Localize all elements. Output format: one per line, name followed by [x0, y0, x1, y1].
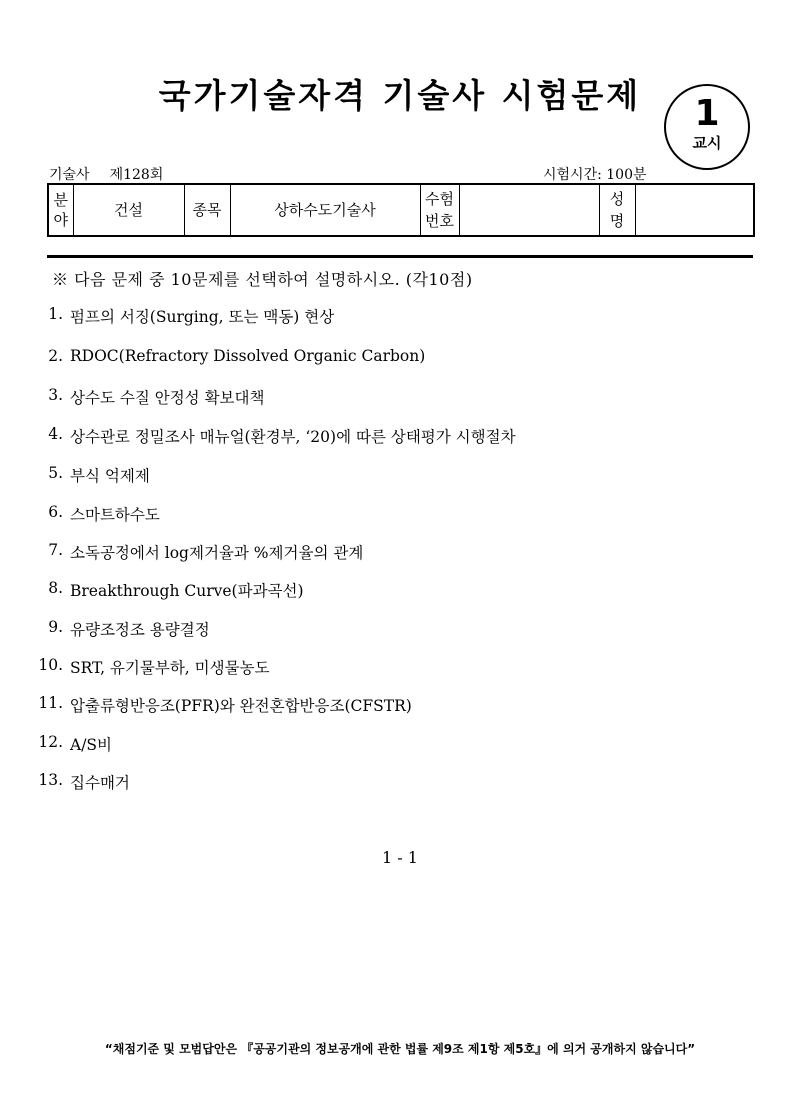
name-field[interactable]: [635, 184, 754, 236]
question-number: 2.: [48, 347, 63, 365]
question-text: 상수관로 정밀조사 매뉴얼(환경부, ‘20)에 따른 상태평가 시행절차: [70, 428, 516, 446]
question-number: 3.: [48, 386, 63, 404]
exam-info: [49, 164, 163, 184]
question-text: A/S비: [70, 736, 113, 754]
page-title: 국가기술자격 기술사 시험문제: [158, 76, 642, 115]
question-text: 펌프의 서징(Surging, 또는 맥동) 현상: [70, 308, 335, 326]
question-item: [0, 305, 334, 327]
question-text: 소독공정에서 log제거율과 %제거율의 관계: [70, 544, 364, 562]
question-text: 유량조정조 용량결정: [70, 621, 210, 639]
question-item: [0, 347, 425, 369]
question-number: 11.: [38, 694, 63, 712]
exam-time: 시험시간: 100분: [543, 167, 647, 183]
question-text: 스마트하수도: [70, 506, 160, 524]
question-item: [0, 425, 516, 447]
question-number: 7.: [48, 541, 63, 559]
question-item: [0, 694, 412, 716]
session-number: 1: [694, 93, 720, 134]
question-number: 6.: [48, 503, 63, 521]
question-item: [0, 503, 160, 525]
question-text: 압출류형반응조(PFR)와 완전혼합반응조(CFSTR): [70, 697, 412, 715]
question-text: 부식 억제제: [70, 467, 150, 485]
category-value: 상하수도기술사: [230, 184, 420, 236]
question-item: [0, 464, 150, 486]
exam-meta-row: [47, 164, 753, 184]
question-number: 4.: [48, 425, 63, 443]
divider: [47, 255, 753, 258]
question-item: [0, 656, 270, 678]
field-label: 분 야: [48, 184, 73, 236]
exam-number-field[interactable]: [459, 184, 599, 236]
question-text: Breakthrough Curve(파과곡선): [70, 582, 304, 600]
question-item: [0, 579, 304, 601]
question-item: [0, 618, 210, 640]
question-number: 9.: [48, 618, 63, 636]
question-number: 1.: [48, 305, 63, 323]
page-number: 1 - 1: [382, 848, 418, 867]
question-number: 13.: [38, 771, 63, 789]
question-text: 집수매거: [70, 774, 130, 792]
question-item: [0, 386, 264, 408]
question-item: [0, 541, 363, 563]
question-number: 5.: [48, 464, 63, 482]
question-text: SRT, 유기물부하, 미생물농도: [70, 659, 270, 677]
question-number: 10.: [38, 656, 63, 674]
question-item: [0, 771, 130, 793]
name-label: 성 명: [599, 184, 635, 236]
question-number: 12.: [38, 733, 63, 751]
field-value: 건설: [73, 184, 184, 236]
category-label: 종목: [184, 184, 230, 236]
footer-note: “채점기준 및 모범답안은 『공공기관의 정보공개에 관한 법률 제9조 제1항 제5호』에 의거 공개하지 않습니다”: [104, 1042, 696, 1056]
question-text: 상수도 수질 안정성 확보대책: [70, 389, 265, 407]
exam-type: 기술사: [49, 167, 90, 183]
exam-round: 제128회: [109, 167, 164, 183]
instructions: ※ 다음 문제 중 10문제를 선택하여 설명하시오. (각10점): [52, 270, 473, 289]
session-badge: [664, 84, 750, 170]
question-number: 8.: [48, 579, 63, 597]
exam-number-label: 수험 번호: [420, 184, 459, 236]
info-table: [47, 183, 755, 237]
question-item: [0, 733, 112, 755]
question-text: RDOC(Refractory Dissolved Organic Carbon): [70, 347, 426, 365]
session-label: 교시: [692, 134, 722, 152]
